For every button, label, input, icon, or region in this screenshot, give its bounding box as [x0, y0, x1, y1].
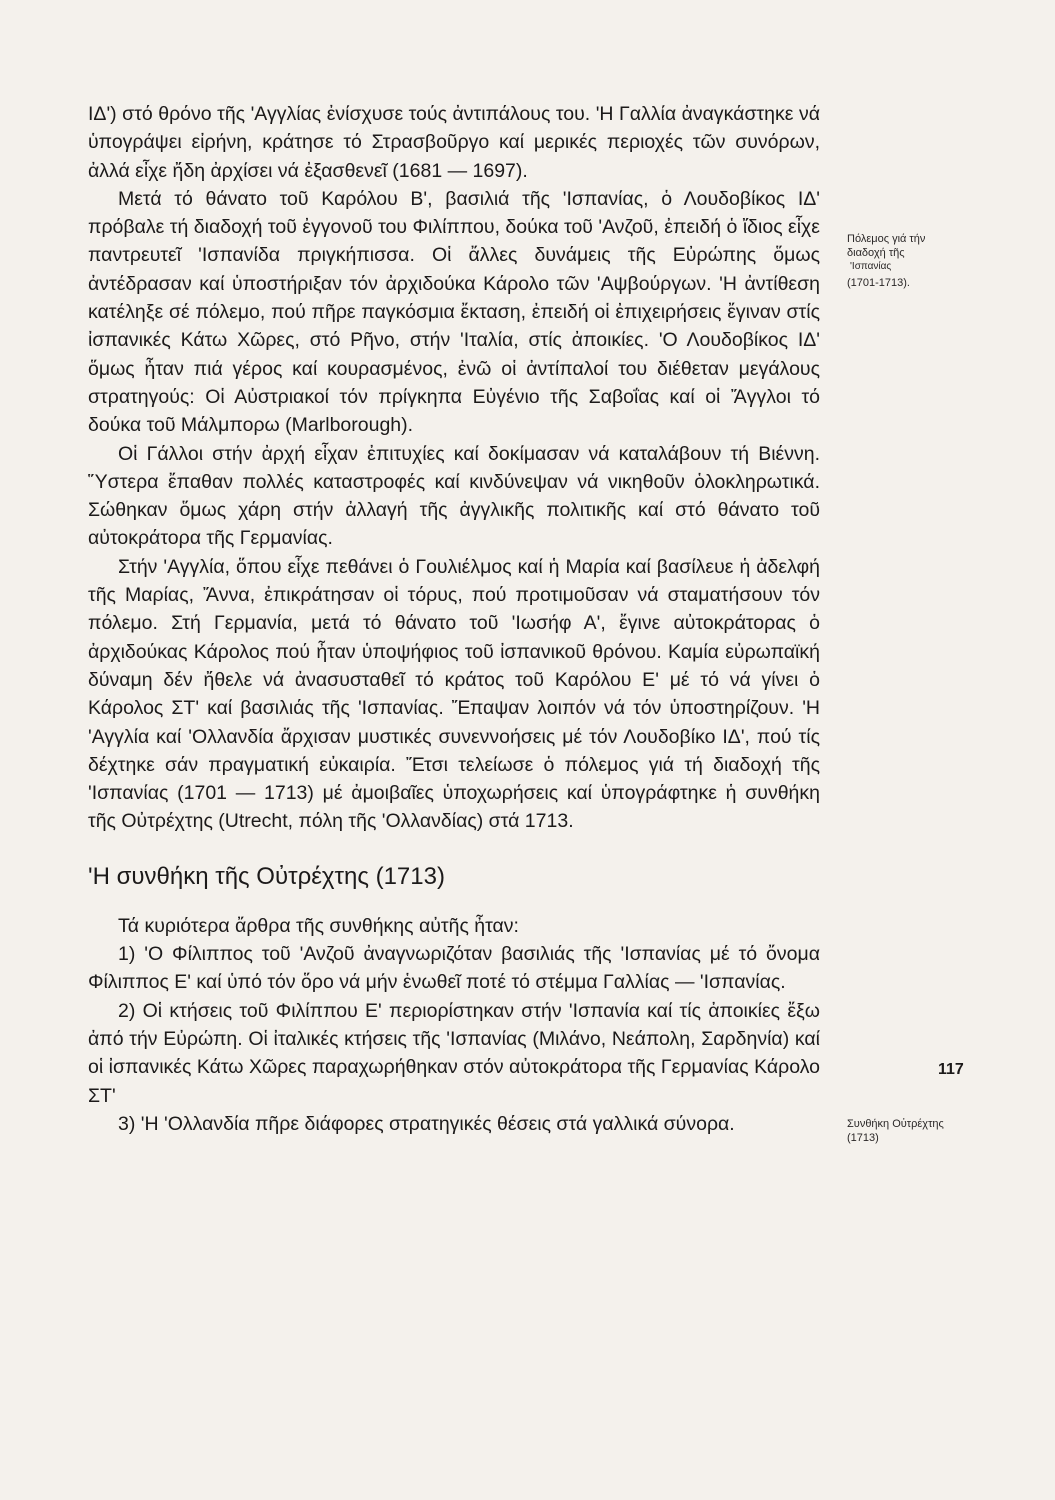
- paragraph-1: ΙΔ') στό θρόνο τῆς 'Αγγλίας ἐνίσχυσε τούς ἀντιπάλους του. 'Η Γαλλία ἀναγκάστηκε νά ὑπογράψει εἰρήνη, κράτησε τό Στρασβοῦργο καί μερικές περιοχές τῶν συνόρων, ἀλλά εἶχε ἤδη ἀρχίσει νά ἐξασθενεῖ (1681 — 1697).: [88, 103, 820, 182]
- margin-note-war-line: διαδοχή τῆς: [847, 247, 905, 259]
- section-intro: Τά κυριότερα ἄρθρα τῆς συνθήκης αὐτῆς ἦταν:: [118, 914, 519, 937]
- margin-note-war-line: (1701-1713).: [847, 277, 910, 289]
- paragraph-2: Μετά τό θάνατο τοῦ Καρόλου Β', βασιλιά τῆς 'Ισπανίας, ὁ Λουδοβίκος ΙΔ' πρόβαλε τή διαδοχή τοῦ ἐγγονοῦ του Φιλίππου, δούκα τοῦ 'Ανζοῦ, ἐπειδή ὁ ἴδιος εἶχε παντρευτεῖ 'Ισπανίδα πριγκήπισσα. Οἱ ἄλλες δυνάμεις τῆς Εὐρώπης ὅμως ἀντέδρασαν καί ὑποστήριξαν τόν ἀρχιδούκα Κάρολο τῶν 'Αψβούργων. 'Η ἀντίθεση κατέληξε σέ πόλεμο, πού πῆρε παγκόσμια ἔκταση, ἐπειδή οἱ ἐπιχειρήσεις ἔγιναν στίς ἰσπανικές Κάτω Χῶρες, στό Ρῆνο, στήν 'Ιταλία, στίς ἀποικίες. 'Ο Λουδοβίκος ΙΔ' ὅμως ἦταν πιά γέρος καί κουρασμένος, ἐνῶ οἱ ἀντίπαλοί του διέθεταν μεγάλους στρατηγούς: Οἱ Αὐστριακοί τόν πρίγκηπα Εὐγένιο τῆς Σαβοΐας καί οἱ Ἄγγλοι τό δούκα τοῦ Μάλμπορω (Marlborough).: [88, 187, 820, 437]
- article-1: 1) 'Ο Φίλιππος τοῦ 'Ανζοῦ ἀναγνωριζόταν βασιλιάς τῆς 'Ισπανίας μέ τό ὄνομα Φίλιππος Ε' καί ὑπό τόν ὅρο νά μήν ἑνωθεῖ ποτέ τό στέμμα Γαλλίας — 'Ισπανίας.: [88, 943, 820, 994]
- section-heading: 'Η συνθήκη τῆς Οὐτρέχτης (1713): [88, 862, 445, 890]
- margin-note-treaty: [847, 1117, 967, 1145]
- article-3: 3) 'Η 'Ολλανδία πῆρε διάφορες στρατηγικές θέσεις στά γαλλικά σύνορα.: [118, 1112, 735, 1135]
- page-number: 117: [938, 1061, 964, 1078]
- paragraph-4: Στήν 'Αγγλία, ὅπου εἶχε πεθάνει ὁ Γουλιέλμος καί ἡ Μαρία καί βασίλευε ἡ ἀδελφή τῆς Μαρίας, Ἄννα, ἐπικράτησαν οἱ τόρυς, πού προτιμοῦσαν νά σταματήσουν τόν πόλεμο. Στή Γερμανία, μετά τό θάνατο τοῦ 'Ιωσήφ Α', ἔγινε αὐτοκράτορας ὁ ἀρχιδούκας Κάρολος πού ἦταν ὑποψήφιος τοῦ ἰσπανικοῦ θρόνου. Καμία εὐρωπαϊκή δύναμη δέν ἤθελε νά ἀνασυσταθεῖ τό κράτος τοῦ Καρόλου Ε' μέ τό νά γίνει ὁ Κάρολος ΣΤ' καί βασιλιάς τῆς 'Ισπανίας. Ἔπαψαν λοιπόν νά τόν ὑποστηρίζουν. 'Η 'Αγγλία καί 'Ολλανδία ἄρχισαν μυστικές συνεννοήσεις μέ τόν Λουδοβίκο ΙΔ', πού τίς δέχτηκε σάν πραγματική εὐκαιρία. Ἔτσι τελείωσε ὁ πόλεμος γιά τή διαδοχή τῆς 'Ισπανίας (1701 — 1713) μέ ἀμοιβαῖες ὑποχωρήσεις καί ὑπογράφτηκε ἡ συνθήκη τῆς Οὐτρέχτης (Utrecht, πόλη τῆς 'Ολλανδίας) στά 1713.: [88, 555, 820, 833]
- margin-note-treaty-line: Συνθήκη Οὐτρέχτης: [847, 1118, 944, 1130]
- margin-note-war: [847, 232, 967, 290]
- main-text: [88, 100, 820, 1138]
- margin-note-treaty-line: (1713): [847, 1132, 879, 1144]
- margin-note-war-line: 'Ισπανίας: [850, 261, 892, 272]
- margin-note-war-line: Πόλεμος γιά τήν: [847, 233, 926, 245]
- article-2: 2) Οἱ κτήσεις τοῦ Φιλίππου Ε' περιορίστηκαν στήν 'Ισπανία καί τίς ἀποικίες ἔξω ἀπό τήν Εὐρώπη. Οἱ ἰταλικές κτήσεις τῆς 'Ισπανίας (Μιλάνο, Νεάπολη, Σαρδηνία) καί οἱ ἰσπανικές Κάτω Χῶρες παραχωρήθηκαν στόν αὐτοκράτορα τῆς Γερμανίας Κάρολο ΣΤ': [88, 999, 820, 1107]
- paragraph-3: Οἱ Γάλλοι στήν ἀρχή εἶχαν ἐπιτυχίες καί δοκίμασαν νά καταλάβουν τή Βιέννη. Ὕστερα ἔπαθαν πολλές καταστροφές καί κινδύνεψαν νά νικηθοῦν ὁλοκληρωτικά. Σώθηκαν ὅμως χάρη στήν ἀλλαγή τῆς ἀγγλικῆς πολιτικῆς καί στό θάνατο τοῦ αὐτοκράτορα τῆς Γερμανίας.: [88, 442, 820, 550]
